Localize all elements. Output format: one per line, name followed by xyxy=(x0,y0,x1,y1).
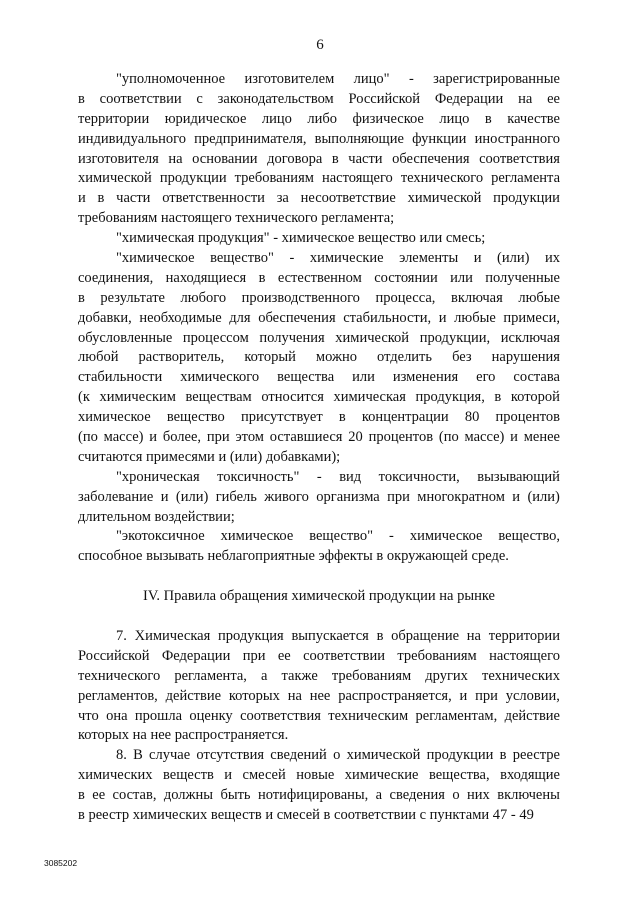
text-line: 8. В случае отсутствия сведений о химической продукции в реестре xyxy=(116,747,560,764)
text-line: в результате любого производственного процесса, включая любые xyxy=(78,289,560,306)
text-line: в реестр химических веществ и смесей в соответствии с пунктами 47 - 49 xyxy=(78,806,534,823)
text-line: "уполномоченное изготовителем лицо" - зарегистрированные xyxy=(116,71,560,87)
document-code: 3085202 xyxy=(44,858,78,868)
page-number: 6 xyxy=(316,37,324,53)
text-line: "хроническая токсичность" - вид токсичности, вызывающий xyxy=(116,468,560,485)
text-line: стабильности химического вещества или изменения его состава xyxy=(78,369,560,386)
text-line: индивидуального предпринимателя, выполняющие функции иностранного xyxy=(78,130,560,147)
text-line: "химическая продукция" - химическое вещество или смесь; xyxy=(116,230,486,247)
text-line: химических веществ и смесей новые химические вещества, входящие xyxy=(78,767,560,784)
text-line: и в части ответственности за несоответствие химической продукции xyxy=(78,190,560,207)
text-line: химической продукции требованиям настоящего технического регламента xyxy=(78,170,560,187)
text-line: "химическое вещество" - химические элементы и (или) их xyxy=(116,250,560,267)
text-line: способное вызывать неблагоприятные эффекты в окружающей среде. xyxy=(78,548,509,565)
text-line: "экотоксичное химическое вещество" - химическое вещество, xyxy=(116,528,560,545)
spacer xyxy=(78,607,560,627)
document-body xyxy=(78,70,560,826)
text-line: требованиям настоящего технического регламента; xyxy=(78,210,395,227)
text-line: любой растворитель, который можно отделить без нарушения xyxy=(78,349,560,366)
text-line: (к химическим веществам относится химическая продукция, в которой xyxy=(78,389,560,406)
text-line: заболевание и (или) гибель живого организма при многократном и (или) xyxy=(78,488,560,505)
text-line: Российской Федерации при ее соответствии требованиям настоящего xyxy=(78,647,560,664)
text-line: которых на нее распространяется. xyxy=(78,727,289,744)
section-heading: IV. Правила обращения химической продукции на рынке xyxy=(143,588,495,605)
text-line: изготовителя на основании договора в части обеспечения соответствия xyxy=(78,150,560,167)
text-line: химическое вещество присутствует в концентрации 80 процентов xyxy=(78,409,560,426)
text-line: регламентов, действие которых на нее распространяется, и при условии, xyxy=(78,687,560,704)
spacer xyxy=(78,567,560,587)
text-line: обусловленные процессом получения химической продукции, исключая xyxy=(78,329,560,346)
text-line: 7. Химическая продукция выпускается в обращение на территории xyxy=(116,627,560,644)
text-line: добавки, необходимые для обеспечения стабильности, и любые примеси, xyxy=(78,309,560,326)
text-line: считаются примесями и (или) добавками); xyxy=(78,448,341,465)
text-line: территории юридическое лицо либо физическое лицо в качестве xyxy=(78,110,560,127)
text-line: длительном воздействии; xyxy=(78,508,235,525)
text-line: (по массе) и более, при этом оставшиеся 20 процентов (по массе) и менее xyxy=(78,429,560,446)
text-line: в соответствии с законодательством Российской Федерации на ее xyxy=(78,90,560,107)
text-line: в ее состав, должны быть нотифицированы, а сведения о них включены xyxy=(78,787,560,804)
text-line: технического регламента, а также требованиям других технических xyxy=(78,667,560,684)
text-line: что она прошла оценку соответствия техническим регламентам, действие xyxy=(78,707,560,724)
text-line: соединения, находящиеся в естественном состоянии или полученные xyxy=(78,269,560,286)
